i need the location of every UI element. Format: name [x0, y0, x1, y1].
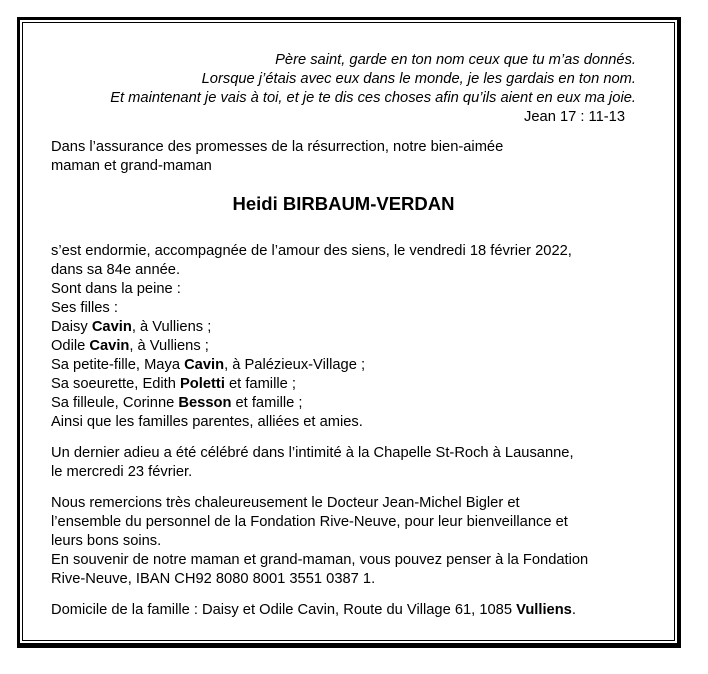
- text-line: Ainsi que les familles parentes, alliées et amies.: [51, 414, 363, 430]
- text-line: Odile Cavin, à Vulliens ;: [51, 338, 209, 354]
- scripture-reference: Jean 17 : 11-13: [524, 109, 625, 125]
- text-line: Sa petite-fille, Maya Cavin, à Palézieux-Village ;: [51, 357, 366, 373]
- text-line: Père saint, garde en ton nom ceux que tu m’as donnés.: [275, 52, 636, 68]
- text-line: Sa soeurette, Edith Poletti et famille ;: [51, 376, 296, 392]
- text-line: Ses filles :: [51, 300, 118, 316]
- intro-paragraph: [51, 138, 636, 176]
- thanks-paragraph: [51, 494, 636, 589]
- text-line: Sont dans la peine :: [51, 281, 181, 297]
- text-line: Daisy Cavin, à Vulliens ;: [51, 319, 212, 335]
- text-line: Sa filleule, Corinne Besson et famille ;: [51, 395, 303, 411]
- inner-border-frame: [22, 22, 675, 641]
- text-line: dans sa 84e année.: [51, 262, 181, 278]
- text-line: le mercredi 23 février.: [51, 464, 193, 480]
- text-line: Nous remercions très chaleureusement le Docteur Jean-Michel Bigler et: [51, 495, 520, 511]
- text-line: Lorsque j’étais avec eux dans le monde, je les gardais en ton nom.: [201, 71, 636, 87]
- text-line: s’est endormie, accompagnée de l’amour des siens, le vendredi 18 février 2022,: [51, 243, 572, 259]
- announcement-paragraph: [51, 242, 636, 432]
- domicile-paragraph: [51, 601, 636, 620]
- text-line: Un dernier adieu a été célébré dans l’intimité à la Chapelle St-Roch à Lausanne,: [51, 445, 574, 461]
- obituary-sheet: [17, 17, 681, 648]
- text-line: leurs bons soins.: [51, 533, 162, 549]
- text-line: Et maintenant je vais à toi, et je te dis ces choses afin qu’ils aient en eux ma joie.: [110, 90, 636, 106]
- deceased-name: Heidi BIRBAUM-VERDAN: [232, 193, 455, 214]
- text-line: Domicile de la famille : Daisy et Odile Cavin, Route du Village 61, 1085 Vulliens.: [51, 602, 576, 618]
- scripture-quote: [51, 51, 636, 127]
- text-line: maman et grand-maman: [51, 158, 212, 174]
- text-line: Dans l’assurance des promesses de la résurrection, notre bien-aimée: [51, 139, 504, 155]
- scripture-lines: [51, 51, 636, 108]
- text-line: En souvenir de notre maman et grand-maman, vous pouvez penser à la Fondation: [51, 552, 589, 568]
- text-line: l’ensemble du personnel de la Fondation Rive-Neuve, pour leur bienveillance et: [51, 514, 568, 530]
- farewell-paragraph: [51, 444, 636, 482]
- text-line: Rive-Neuve, IBAN CH92 8080 8001 3551 0387 1.: [51, 571, 376, 587]
